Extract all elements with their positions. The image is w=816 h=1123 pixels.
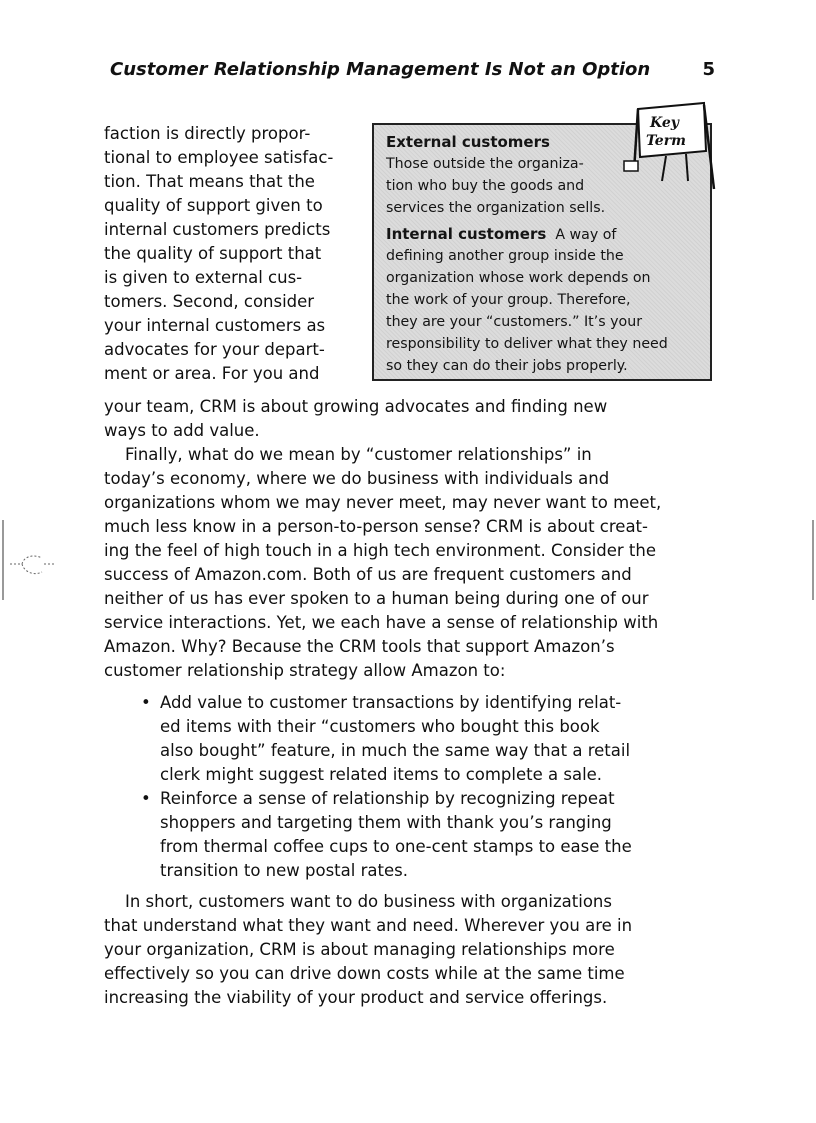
definition-line: defining another group inside the bbox=[386, 248, 624, 264]
text-line: your internal customers as bbox=[104, 316, 326, 335]
text-line: neither of us has ever spoken to a human being during one of our bbox=[104, 589, 649, 608]
definition-start: A way of bbox=[555, 227, 617, 243]
scan-margin-mark bbox=[0, 520, 70, 600]
page-number: 5 bbox=[702, 59, 715, 80]
key-term-icon-text-1: Key bbox=[650, 115, 679, 131]
key-term-icon-text-2: Term bbox=[646, 133, 686, 149]
text-line: ment or area. For you and bbox=[104, 364, 320, 383]
list-item-line: shoppers and targeting them with thank you’s ranging bbox=[160, 813, 612, 832]
text-line: effectively so you can drive down costs while at the same time bbox=[104, 964, 625, 983]
text-line: ways to add value. bbox=[104, 421, 260, 440]
scan-right-edge bbox=[810, 520, 816, 600]
definition-line: responsibility to deliver what they need bbox=[386, 336, 668, 352]
text-line: quality of support given to bbox=[104, 196, 323, 215]
text-line: customer relationship strategy allow Amazon to: bbox=[104, 661, 506, 680]
definition-line: services the organization sells. bbox=[386, 200, 606, 216]
external-customers-term: External customers bbox=[386, 133, 550, 151]
definition-line: tion who buy the goods and bbox=[386, 178, 585, 194]
text-line: In short, customers want to do business with organizations bbox=[104, 892, 612, 911]
definition-line: organization whose work depends on bbox=[386, 270, 651, 286]
definition-line: they are your “customers.” It’s your bbox=[386, 314, 643, 330]
definition-line: Those outside the organiza- bbox=[386, 156, 584, 172]
text-line: faction is directly propor- bbox=[104, 124, 311, 143]
header-title: Customer Relationship Management Is Not an Option bbox=[110, 59, 651, 80]
list-item-line: ed items with their “customers who bought this book bbox=[160, 717, 600, 736]
text-line: tion. That means that the bbox=[104, 172, 315, 191]
list-item-line: Add value to customer transactions by identifying relat- bbox=[160, 693, 622, 712]
text-line: tomers. Second, consider bbox=[104, 292, 315, 311]
text-line: the quality of support that bbox=[104, 244, 322, 263]
text-line: your team, CRM is about growing advocates and finding new bbox=[104, 397, 608, 416]
bullet-marker: • bbox=[141, 693, 151, 712]
definition-line: the work of your group. Therefore, bbox=[386, 292, 631, 308]
running-header bbox=[110, 58, 715, 82]
list-item-line: transition to new postal rates. bbox=[160, 861, 408, 880]
text-line: service interactions. Yet, we each have a sense of relationship with bbox=[104, 613, 659, 632]
list-item-line: clerk might suggest related items to complete a sale. bbox=[160, 765, 603, 784]
text-line: Amazon. Why? Because the CRM tools that support Amazon’s bbox=[104, 637, 615, 656]
definition-line: so they can do their jobs properly. bbox=[386, 358, 628, 374]
text-line: increasing the viability of your product and service offerings. bbox=[104, 988, 608, 1007]
text-line: success of Amazon.com. Both of us are frequent customers and bbox=[104, 565, 632, 584]
text-line: is given to external cus- bbox=[104, 268, 303, 287]
text-line: that understand what they want and need. Wherever you are in bbox=[104, 916, 633, 935]
text-line: today’s economy, where we do business with individuals and bbox=[104, 469, 610, 488]
bullet-marker: • bbox=[141, 789, 151, 808]
text-line: advocates for your depart- bbox=[104, 340, 325, 359]
internal-customers-term: Internal customers bbox=[386, 225, 547, 243]
text-line: organizations whom we may never meet, may never want to meet, bbox=[104, 493, 662, 512]
text-line: ing the feel of high touch in a high tech environment. Consider the bbox=[104, 541, 657, 560]
list-item-line: from thermal coffee cups to one-cent stamps to ease the bbox=[160, 837, 632, 856]
text-line: tional to employee satisfac- bbox=[104, 148, 334, 167]
text-line: internal customers predicts bbox=[104, 220, 331, 239]
list-item-line: also bought” feature, in much the same way that a retail bbox=[160, 741, 631, 760]
key-term-icon bbox=[616, 101, 716, 191]
internal-customers-entry bbox=[386, 223, 616, 246]
text-line: much less know in a person-to-person sense? CRM is about creat- bbox=[104, 517, 648, 536]
list-item-line: Reinforce a sense of relationship by recognizing repeat bbox=[160, 789, 615, 808]
text-line: your organization, CRM is about managing relationships more bbox=[104, 940, 615, 959]
text-line: Finally, what do we mean by “customer relationships” in bbox=[104, 445, 592, 464]
